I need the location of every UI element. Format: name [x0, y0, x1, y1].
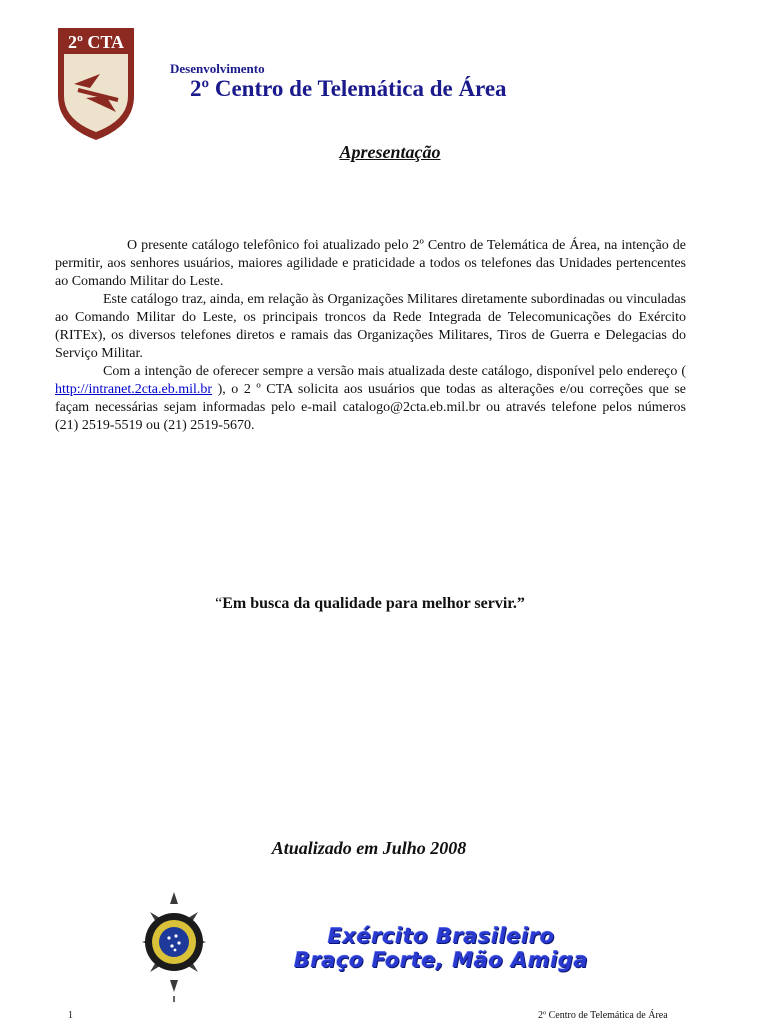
motto-open-quote: “ [215, 595, 223, 612]
paragraph-1: O presente catálogo telefônico foi atualizado pelo 2º Centro de Telemática de Área, na intenção de permitir, aos senhores usuários, maiores agilidade e praticidade a todos os telefones das Unidades pertencentes ao Comando Militar do Leste. [55, 238, 686, 289]
slogan-line-1: Exército Brasileiro [327, 924, 555, 948]
army-emblem-icon [136, 890, 212, 1008]
cta-logo-text: 2º CTA [67, 32, 125, 52]
body-text [55, 237, 686, 435]
cta-logo [56, 26, 136, 142]
page-number: 1 [68, 1010, 73, 1021]
paragraph-3-start: Com a intenção de oferecer sempre a versão mais atualizada deste catálogo, disponível pelo endereço ( [103, 364, 686, 379]
footer-org: 2º Centro de Telemática de Área [538, 1010, 668, 1021]
paragraph-3-end: ), o 2 º CTA solicita aos usuários que todas as alterações e/ou correções que se façam necessárias sejam informadas pelo e-mail catalogo@2cta.eb.mil.br ou através telefone pelos números (21) 2519-5519 ou (21) 2519-5670. [55, 382, 686, 433]
header-subtitle: Desenvolvimento [170, 61, 265, 76]
page-title: 2º Centro de Telemática de Área [190, 76, 507, 101]
section-title: Apresentação [339, 142, 441, 162]
paragraph-3 [55, 363, 686, 435]
intranet-link[interactable]: http://intranet.2cta.eb.mil.br [55, 382, 213, 397]
motto-text: Em busca da qualidade para melhor servir.” [222, 595, 525, 612]
paragraph-2: Este catálogo traz, ainda, em relação às Organizações Militares diretamente subordinadas ou vinculadas ao Comando Militar do Leste, os principais troncos da Rede Integrada de Telecomunicações do Exército (RITEx), os diversos telefones diretos e ramais das Organizações Militares, Tiros de Guerra e Delegacias do Serviço Militar. [55, 292, 686, 361]
updated-date: Atualizado em Julho 2008 [271, 838, 467, 858]
motto [0, 595, 740, 613]
slogan-line-2: Braço Forte, Mão Amiga [293, 948, 589, 972]
army-slogan [276, 924, 606, 974]
